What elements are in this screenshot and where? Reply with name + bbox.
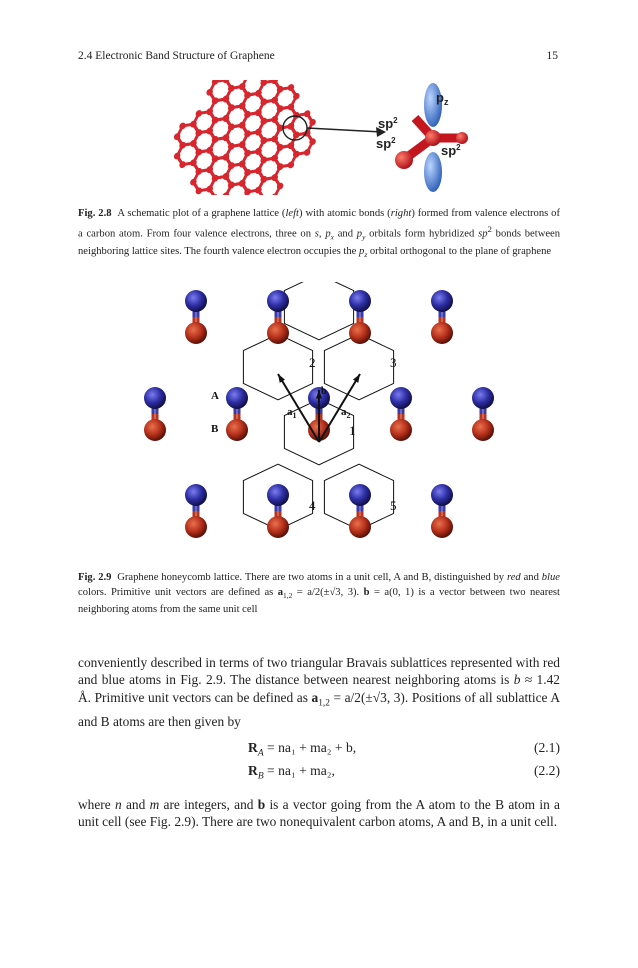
unit-cell-hexagon [284, 282, 353, 340]
atom-B [349, 290, 371, 312]
svg-text:pz: $p_z$ [436, 90, 449, 107]
atom-label-A: A [211, 390, 219, 402]
atom-A [267, 322, 289, 344]
atom-A [431, 516, 453, 538]
equation-2-2: $R_B = na_1 + ma_2$, (2.2) [248, 763, 560, 782]
unit-cell-hexagon [243, 334, 312, 400]
graphene-lattice-sketch [174, 80, 316, 195]
lattice-atom [179, 122, 185, 130]
cell-number-2: 2 [309, 355, 316, 370]
lattice-atom [196, 110, 202, 118]
body-paragraph-1: conveniently described in terms of two triangular Bravais sublattices represented with red and blue atoms in Fig. 2.9. The distance between nearest neighboring atoms is b ≈ 1.42 Å. Primitive unit vectors can be defined as $a_{1,2} = a/2(\pm√3$, 3). Positions of all sublattice A and B atoms are then given by [78, 655, 561, 729]
equation-2-1: $R_A = na_1 + ma_2 + b$, (2.1) [248, 740, 560, 759]
atom-B [267, 484, 289, 506]
atom-A [185, 516, 207, 538]
atom-B [349, 484, 371, 506]
atom-B [185, 484, 207, 506]
cell-number-5: 5 [390, 498, 397, 513]
atom-B [226, 387, 248, 409]
body-paragraph-2: where n and m are integers, and b is a vector going from the A atom to the B atom in a unit cell (see Fig. 2.9). There are two nonequivalent carbon atoms, A and B, in a unit cell. [78, 797, 560, 830]
atom-B [185, 290, 207, 312]
atom-A [226, 419, 248, 441]
atom-A [267, 516, 289, 538]
atom-A [185, 322, 207, 344]
atom-B [431, 290, 453, 312]
atom-label-B: B [211, 423, 219, 435]
cell-number-1: 1 [349, 423, 356, 438]
atom-A [144, 419, 166, 441]
atom-B [431, 484, 453, 506]
page-number: 15 [546, 50, 558, 62]
atom-A [390, 419, 412, 441]
svg-text:sp2: $sp^2$ [441, 143, 461, 158]
atom-A [349, 516, 371, 538]
svg-text:sp2: $sp^2$ [376, 136, 396, 151]
vector-label-b: b [321, 386, 327, 397]
unit-cell-hexagon [324, 334, 393, 400]
figure-2-9-caption: Fig. 2.9 Graphene honeycomb lattice. There are two atoms in a unit cell, A and B, distinguished by red and blue colors. Primitive unit vectors are defined as $a_{1,2} = a/2(\pm√3$, 3). b = a(0, 1) is a vector between two nearest neighboring atoms from the same unit cell [78, 572, 561, 616]
atom-B [390, 387, 412, 409]
atom-B [472, 387, 494, 409]
cell-number-3: 3 [390, 355, 397, 370]
atom-A [349, 322, 371, 344]
figure-2-8 [160, 80, 490, 195]
figure-2-9 [135, 282, 509, 544]
figure-2-8-caption: Fig. 2.8 A schematic plot of a graphene lattice (left) with atomic bonds (right) formed from valence electrons of a carbon atom. From four valence electrons, three on s, $p_x$ and $p_y$ orbitals form hybridized $sp^2$ bonds between neighboring lattice sites. The fourth valence electron occupies the $p_z$ orbital orthogonal to the plane of graphene [78, 208, 561, 259]
lattice-atom [304, 148, 310, 156]
lattice-atom [288, 161, 294, 169]
vector-a1-head [278, 374, 285, 383]
cell-number-4: 4 [309, 498, 316, 513]
vector-label-a1: $a_1$ [287, 406, 297, 420]
atom-A [472, 419, 494, 441]
atom-B [267, 290, 289, 312]
atom-B [144, 387, 166, 409]
zoom-arrow [307, 128, 382, 132]
svg-text:sp2: $sp^2$ [378, 116, 398, 131]
atom-A [431, 322, 453, 344]
vector-label-a2: $a_2$ [341, 406, 351, 420]
vector-a2-head [353, 374, 360, 383]
pz-lobe-bottom [424, 152, 442, 192]
running-header: 2.4 Electronic Band Structure of Graphene [78, 50, 275, 62]
